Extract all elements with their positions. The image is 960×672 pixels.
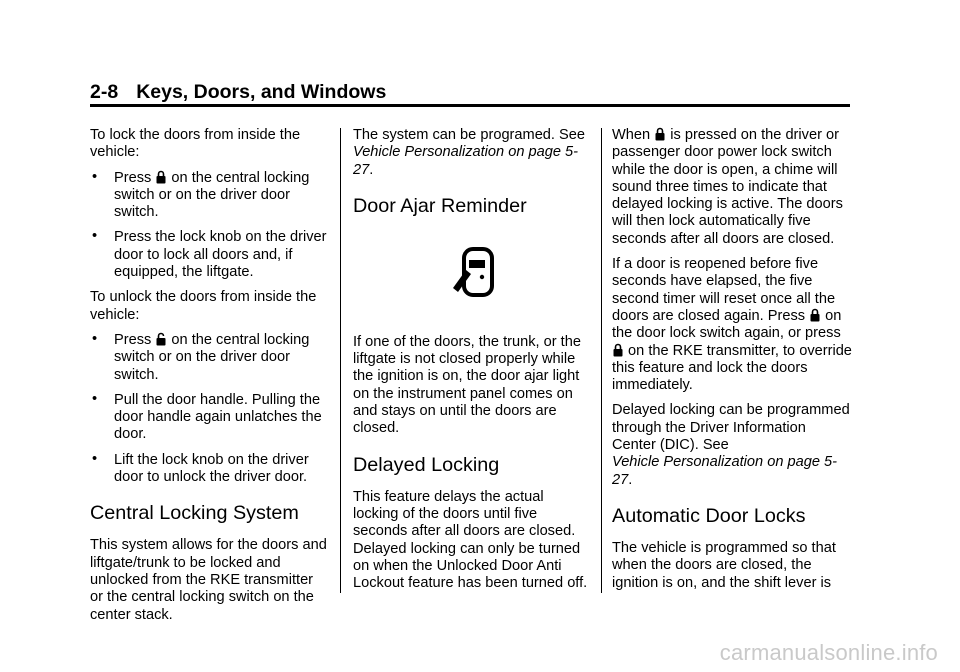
bullet: • [92,330,98,347]
lock-closed-icon [613,343,623,357]
list-item: • Pull the door handle. Pulling the door handle again unlatches the door. [92,390,322,443]
list-item: • Press the lock knob on the driver door to lock all doors and, if equipped, the liftgate. [92,228,327,281]
column-divider [340,128,341,593]
lock-closed-icon [655,127,665,141]
paragraph: Delayed locking can be programmed through the Driver Information Center (DIC). See Vehicle Personalization on page 5-27. [612,402,850,488]
list-item: • Press on the central locking switch or on the driver door switch. [92,330,310,383]
paragraph: When is pressed on the driver or passenger door power lock switch while the door is open, a chime will sound three times to indicate that delayed locking is active. The doors will then lock automatically five seconds after all doors are closed. [612,127,843,247]
bullet: • [92,450,98,467]
paragraph: If a door is reopened before five seconds have elapsed, the five second timer will reset once all the doors are closed again. Press on the door lock switch again, or press on the RKE transmitter, to override this feature and lock the doors immediately. [612,256,852,394]
list-item: • Press on the central locking switch or on the driver door switch. [92,168,310,221]
column-1 [90,127,330,632]
paragraph: The vehicle is programmed so that when the doors are closed, the ignition is on, and the shift lever is [612,539,836,591]
column-divider [601,128,602,593]
heading-central-locking: Central Locking System [90,502,299,525]
lock-open-icon [156,332,166,346]
heading-door-ajar: Door Ajar Reminder [353,194,527,217]
paragraph: To unlock the doors from inside the vehicle: [90,289,317,323]
lock-closed-icon [156,170,166,184]
door-ajar-icon [451,246,495,298]
bullet: • [92,390,98,407]
paragraph: The system can be programed. See Vehicle Personalization on page 5-27. [353,127,585,178]
bullet: • [92,168,98,185]
heading-delayed-locking: Delayed Locking [353,453,500,476]
page-header [90,80,850,104]
column-2 [353,127,593,600]
page-number: 2-8 [90,81,119,103]
watermark: carmanualsonline.info [719,640,938,665]
header-rule [90,104,850,107]
section-title: Keys, Doors, and Windows [136,81,387,103]
cross-reference-link[interactable]: Vehicle Personalization on page 5-27 [612,454,837,488]
paragraph: This system allows for the doors and liftgate/trunk to be locked and unlocked from the RKE transmitter or the central locking switch on the center stack. [90,537,327,623]
cross-reference-link[interactable]: Vehicle Personalization on page 5-27 [353,144,578,178]
paragraph: This feature delays the actual locking of the doors until five seconds after all doors are closed. Delayed locking can only be turned on when the Unlocked Door Anti Lockout feature has been turned off. [353,488,588,592]
lock-closed-icon [810,308,820,322]
column-3 [612,127,852,600]
bullet: • [92,228,98,245]
paragraph: If one of the doors, the trunk, or the liftgate is not closed properly while the ignition is on, the door ajar light on the instrument panel comes on and stays on until the doors are closed. [353,333,581,437]
paragraph: To lock the doors from inside the vehicle: [90,127,301,161]
heading-automatic-door-locks: Automatic Door Locks [612,504,806,527]
list-item: • Lift the lock knob on the driver door to unlock the driver door. [92,450,309,486]
